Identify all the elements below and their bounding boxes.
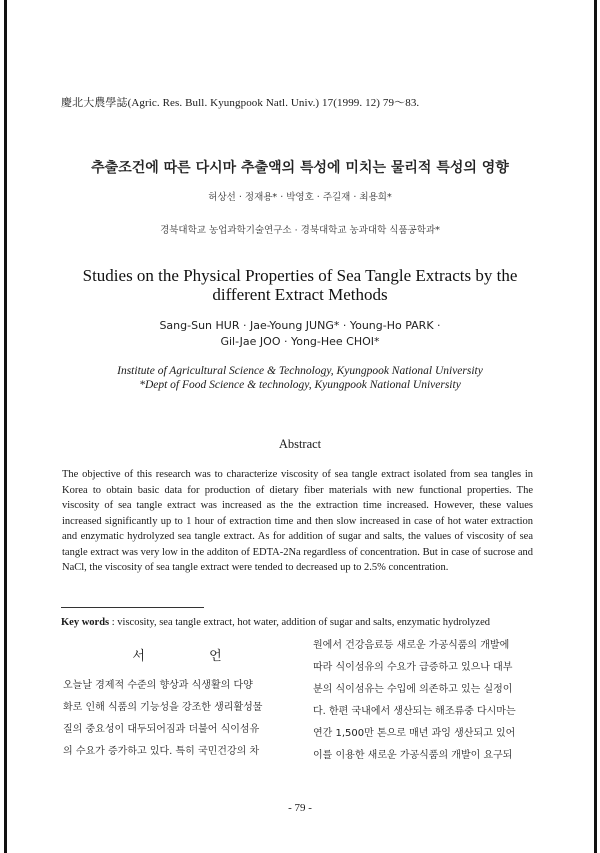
right-column-line: 원에서 건강음료등 새로운 가공식품의 개발에 <box>313 640 510 651</box>
right-column-line: 다. 한편 국내에서 생산되는 해조류중 다시마는 <box>313 706 516 717</box>
body-left-column <box>63 675 291 763</box>
journal-citation: 慶北大農學誌(Agric. Res. Bull. Kyungpook Natl. Univ.) 17(1999. 12) 79～83. <box>61 97 420 109</box>
english-title-line-2: different Extract Methods <box>212 285 388 304</box>
korean-authors: 허상선 · 정재용* · 박영호 · 주길재 · 최용희* <box>208 192 392 203</box>
right-column-line: 분의 식이섬유는 수입에 의존하고 있는 실정이 <box>313 684 513 695</box>
section-heading-introduction: 서 언 <box>132 649 252 664</box>
abstract-body: The objective of this research was to characterize viscosity of sea tangle extract isolated from sea tangles in Korea to obtain basic data for production of dietary fiber materials with new functional properties. The viscosity of sea tangle extract was increased as the the extraction time increased. However, these values increased significantly up to 1 hour of extraction time and then slow increased in case of hot water extraction and enzymatic hydrolyzed sea tangle extract. As for addition of sugar and salts, the values of viscosity of sea tangle extract was very low in the additon of EDTA-2Na regardless of concentration. But in case of sucrose and NaCl, the viscosity of sea tangle extract were tended to decreased up to 2.5% concentration. <box>62 469 533 573</box>
left-column-line: 의 수요가 증가하고 있다. 특히 국민건강의 차 <box>63 746 260 757</box>
keywords-line <box>61 617 490 628</box>
english-authors <box>90 318 510 350</box>
left-column-line: 오늘날 경제적 수준의 향상과 식생활의 다양 <box>63 680 253 691</box>
body-right-column <box>313 635 533 767</box>
left-column-line: 화로 인해 식품의 기능성을 강조한 생리활성물 <box>63 702 263 713</box>
keywords-label: Key words <box>61 617 110 628</box>
english-affiliation <box>60 364 540 392</box>
left-column-line: 질의 중요성이 대두되어짐과 더불어 식이섬유 <box>63 724 260 735</box>
english-affiliation-line-1: Institute of Agricultural Science & Technology, Kyungpook National University <box>117 365 483 377</box>
korean-affiliation: 경북대학교 농업과학기술연구소 · 경북대학교 농과대학 식품공학과* <box>160 225 440 236</box>
keywords-text: : viscosity, sea tangle extract, hot water, addition of sugar and salts, enzymatic hydrolyzed <box>111 617 490 628</box>
english-authors-line-2: Gil-Jae JOO · Yong-Hee CHOI* <box>220 335 380 348</box>
english-title-line-1: Studies on the Physical Properties of Sea Tangle Extracts by the <box>82 266 518 285</box>
abstract-heading: Abstract <box>278 437 322 451</box>
right-column-line: 연간 1,500만 톤으로 매년 과잉 생산되고 있어 <box>313 728 516 739</box>
english-title <box>50 266 550 304</box>
english-affiliation-line-2: *Dept of Food Science & technology, Kyungpook National University <box>139 379 461 391</box>
page-number: - 79 - <box>288 802 312 814</box>
right-column-line: 이를 이용한 새로운 가공식품의 개발이 요구되 <box>313 750 513 761</box>
english-authors-line-1: Sang-Sun HUR · Jae-Young JUNG* · Young-Ho PARK · <box>159 319 441 332</box>
left-scan-border <box>4 0 7 853</box>
right-scan-border <box>594 0 597 853</box>
korean-title: 추출조건에 따른 다시마 추출액의 특성에 미치는 물리적 특성의 영향 <box>91 160 509 176</box>
right-column-line: 따라 식이섬유의 수요가 급증하고 있으나 대부 <box>313 662 513 673</box>
keywords-divider <box>61 607 204 608</box>
